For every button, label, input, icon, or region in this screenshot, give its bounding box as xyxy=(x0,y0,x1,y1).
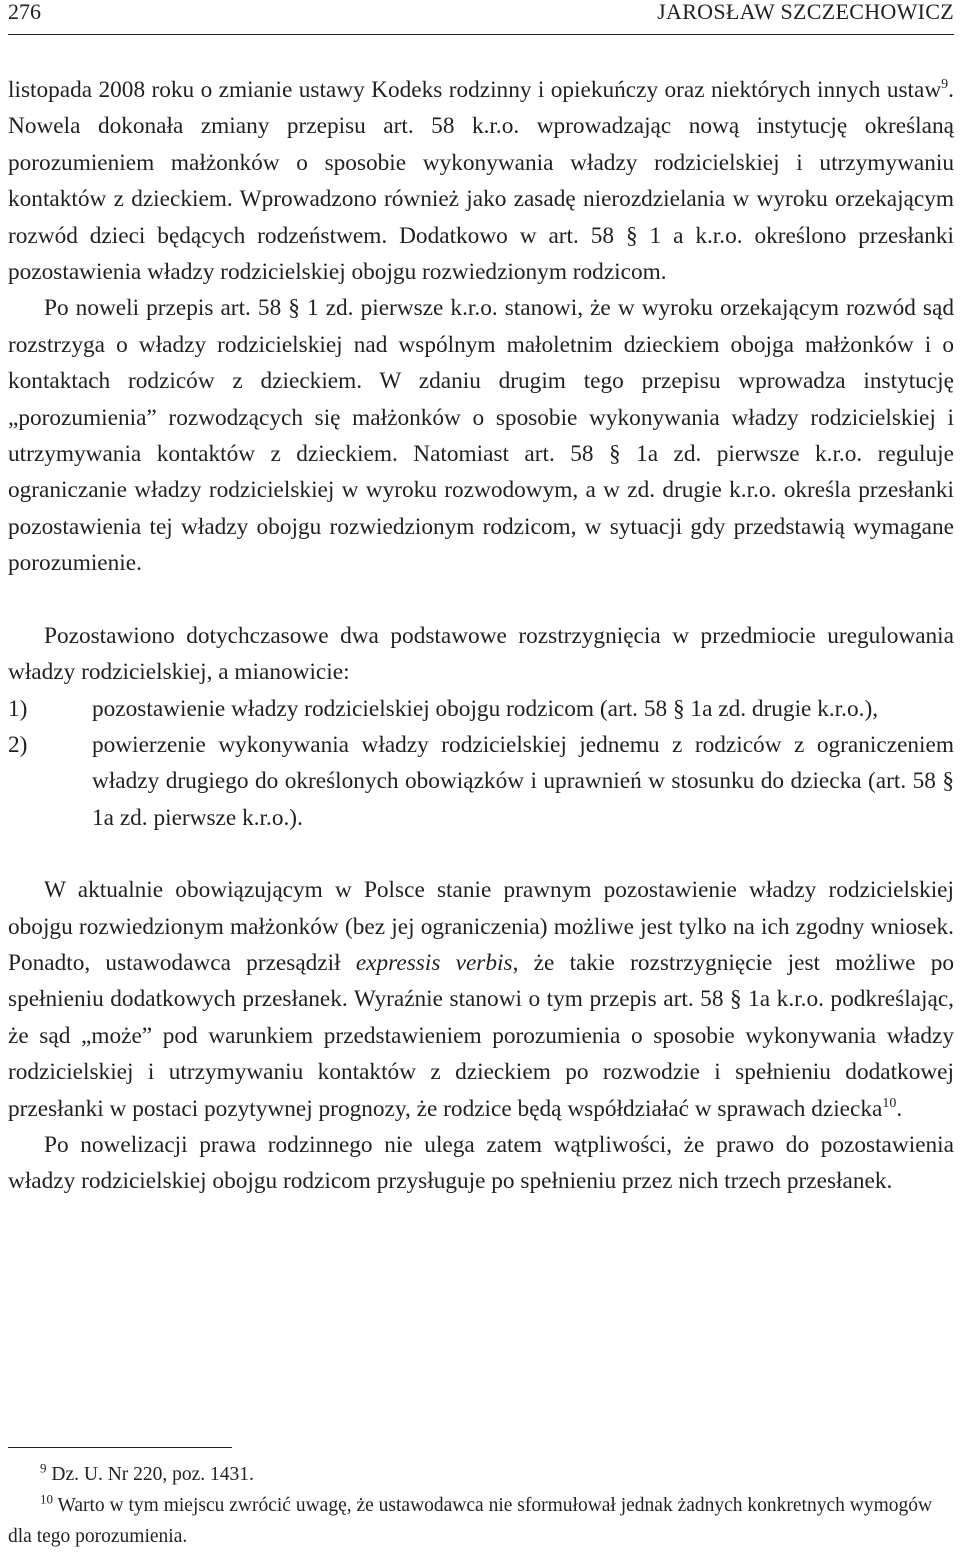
enumerated-list xyxy=(8,691,954,837)
list-item-number: 1) xyxy=(8,695,28,722)
list-item-text: powierzenie wykonywania władzy rodzicielskiej jednemu z rodziców z ograniczeniem władzy drugiego do określonych obowiązków i uprawnień w stosunku do dziecka (art. 58 § 1a zd. pierwsze k.r.o.). xyxy=(92,731,954,831)
list-item xyxy=(8,691,954,727)
footnote-ref-9[interactable]: 9 xyxy=(941,77,949,93)
paragraph-4: W aktualnie obowiązującym w Polsce stanie prawnym pozostawienie władzy rodzicielskiej obojgu rozwiedzionym małżonków (bez jej ograniczenia) możliwe jest tylko na ich zgodny wniosek. Ponadto, ustawodawca przesądził expressis verbis, że takie rozstrzygnięcie jest możliwe po spełnieniu dodatkowych przesłanek. Wyraźnie stanowi o tym przepis art. 58 § 1a k.r.o. podkreślając, że sąd „może” pod warunkiem przedstawieniem porozumienia o sposobie wykonywania władzy rodzicielskiej i utrzymywaniu kontaktów z dzieckiem po rozwodzie i spełnieniu dodatkowej przesłanki w postaci pozytywnej prognozy, że rodzice będą współdziałać w sprawach dziecka$^{10}$. xyxy=(8,877,954,1122)
page-number: 276 xyxy=(8,0,41,24)
paragraph-2: Po noweli przepis art. 58 § 1 zd. pierwsze k.r.o. stanowi, że w wyroku orzekającym rozwód sąd rozstrzyga o władzy rodzicielskiej nad wspólnym małoletnim dzieckiem obojga małżonków i o kontaktach rodziców z dzieckiem. W zdaniu drugim tego przepisu wprowadza instytucję „porozumienia” rozwodzących się małżonków o sposobie wykonywania władzy rodzicielskiej i utrzymywania kontaktów z dzieckiem. Natomiast art. 58 § 1a zd. pierwsze k.r.o. reguluje ograniczanie władzy rodzicielskiej w wyroku rozwodowym, a w zd. drugie k.r.o. określa przesłanki pozostawienia tej władzy obojgu rozwiedzionym rodzicom, w sytuacji gdy przedstawią wymagane porozumienie. xyxy=(8,295,954,577)
footnote-ref-10[interactable]: 10 xyxy=(882,1095,897,1111)
footnotes xyxy=(8,1447,954,1552)
list-item-number: 2) xyxy=(8,731,28,758)
running-header xyxy=(8,0,954,35)
paragraph-1: listopada 2008 roku o zmianie ustawy Kodeks rodzinny i opiekuńczy oraz niektórych innych ustaw$^9$. Nowela dokonała zmiany przepisu art. 58 k.r.o. wprowadzając nową instytucję określaną porozumieniem małżonków o sposobie wykonywania władzy rodzicielskiej i utrzymywaniu kontaktów z dzieckiem. Wprowadzono również jako zasadę nierozdzielania w wyroku orzekającym rozwód dzieci będących rodzeństwem. Dodatkowo w art. 58 § 1 a k.r.o. określono przesłanki pozostawienia władzy rodzicielskiej obojgu rozwiedzionym rodzicom. xyxy=(8,77,954,286)
main-text xyxy=(8,72,954,1200)
list-item xyxy=(8,727,954,836)
footnote-10: $^{10}$ Warto w tym miejscu zwrócić uwagę, że ustawodawca nie sformułował jednak żadnych konkretnych wymogów dla tego porozumienia. xyxy=(8,1491,933,1547)
footnote-separator xyxy=(8,1447,232,1459)
footnote-9: $^9$ Dz. U. Nr 220, poz. 1431. xyxy=(40,1460,254,1485)
paragraph-3: Pozostawiono dotychczasowe dwa podstawowe rozstrzygnięcia w przedmiocie uregulowania władzy rodzicielskiej, a mianowicie: xyxy=(8,622,954,686)
latin-phrase: expressis verbis xyxy=(355,949,513,976)
paragraph-5: Po nowelizacji prawa rodzinnego nie ulega zatem wątpliwości, że prawo do pozostawienia władzy rodzicielskiej obojgu rodzicom przysługuje po spełnieniu przez nich trzech przesłanek. xyxy=(8,1131,954,1195)
list-item-text: pozostawienie władzy rodzicielskiej obojgu rodzicom (art. 58 § 1a zd. drugie k.r.o.), xyxy=(92,695,879,722)
running-head-author: JAROSŁAW SZCZECHOWICZ xyxy=(657,0,954,24)
